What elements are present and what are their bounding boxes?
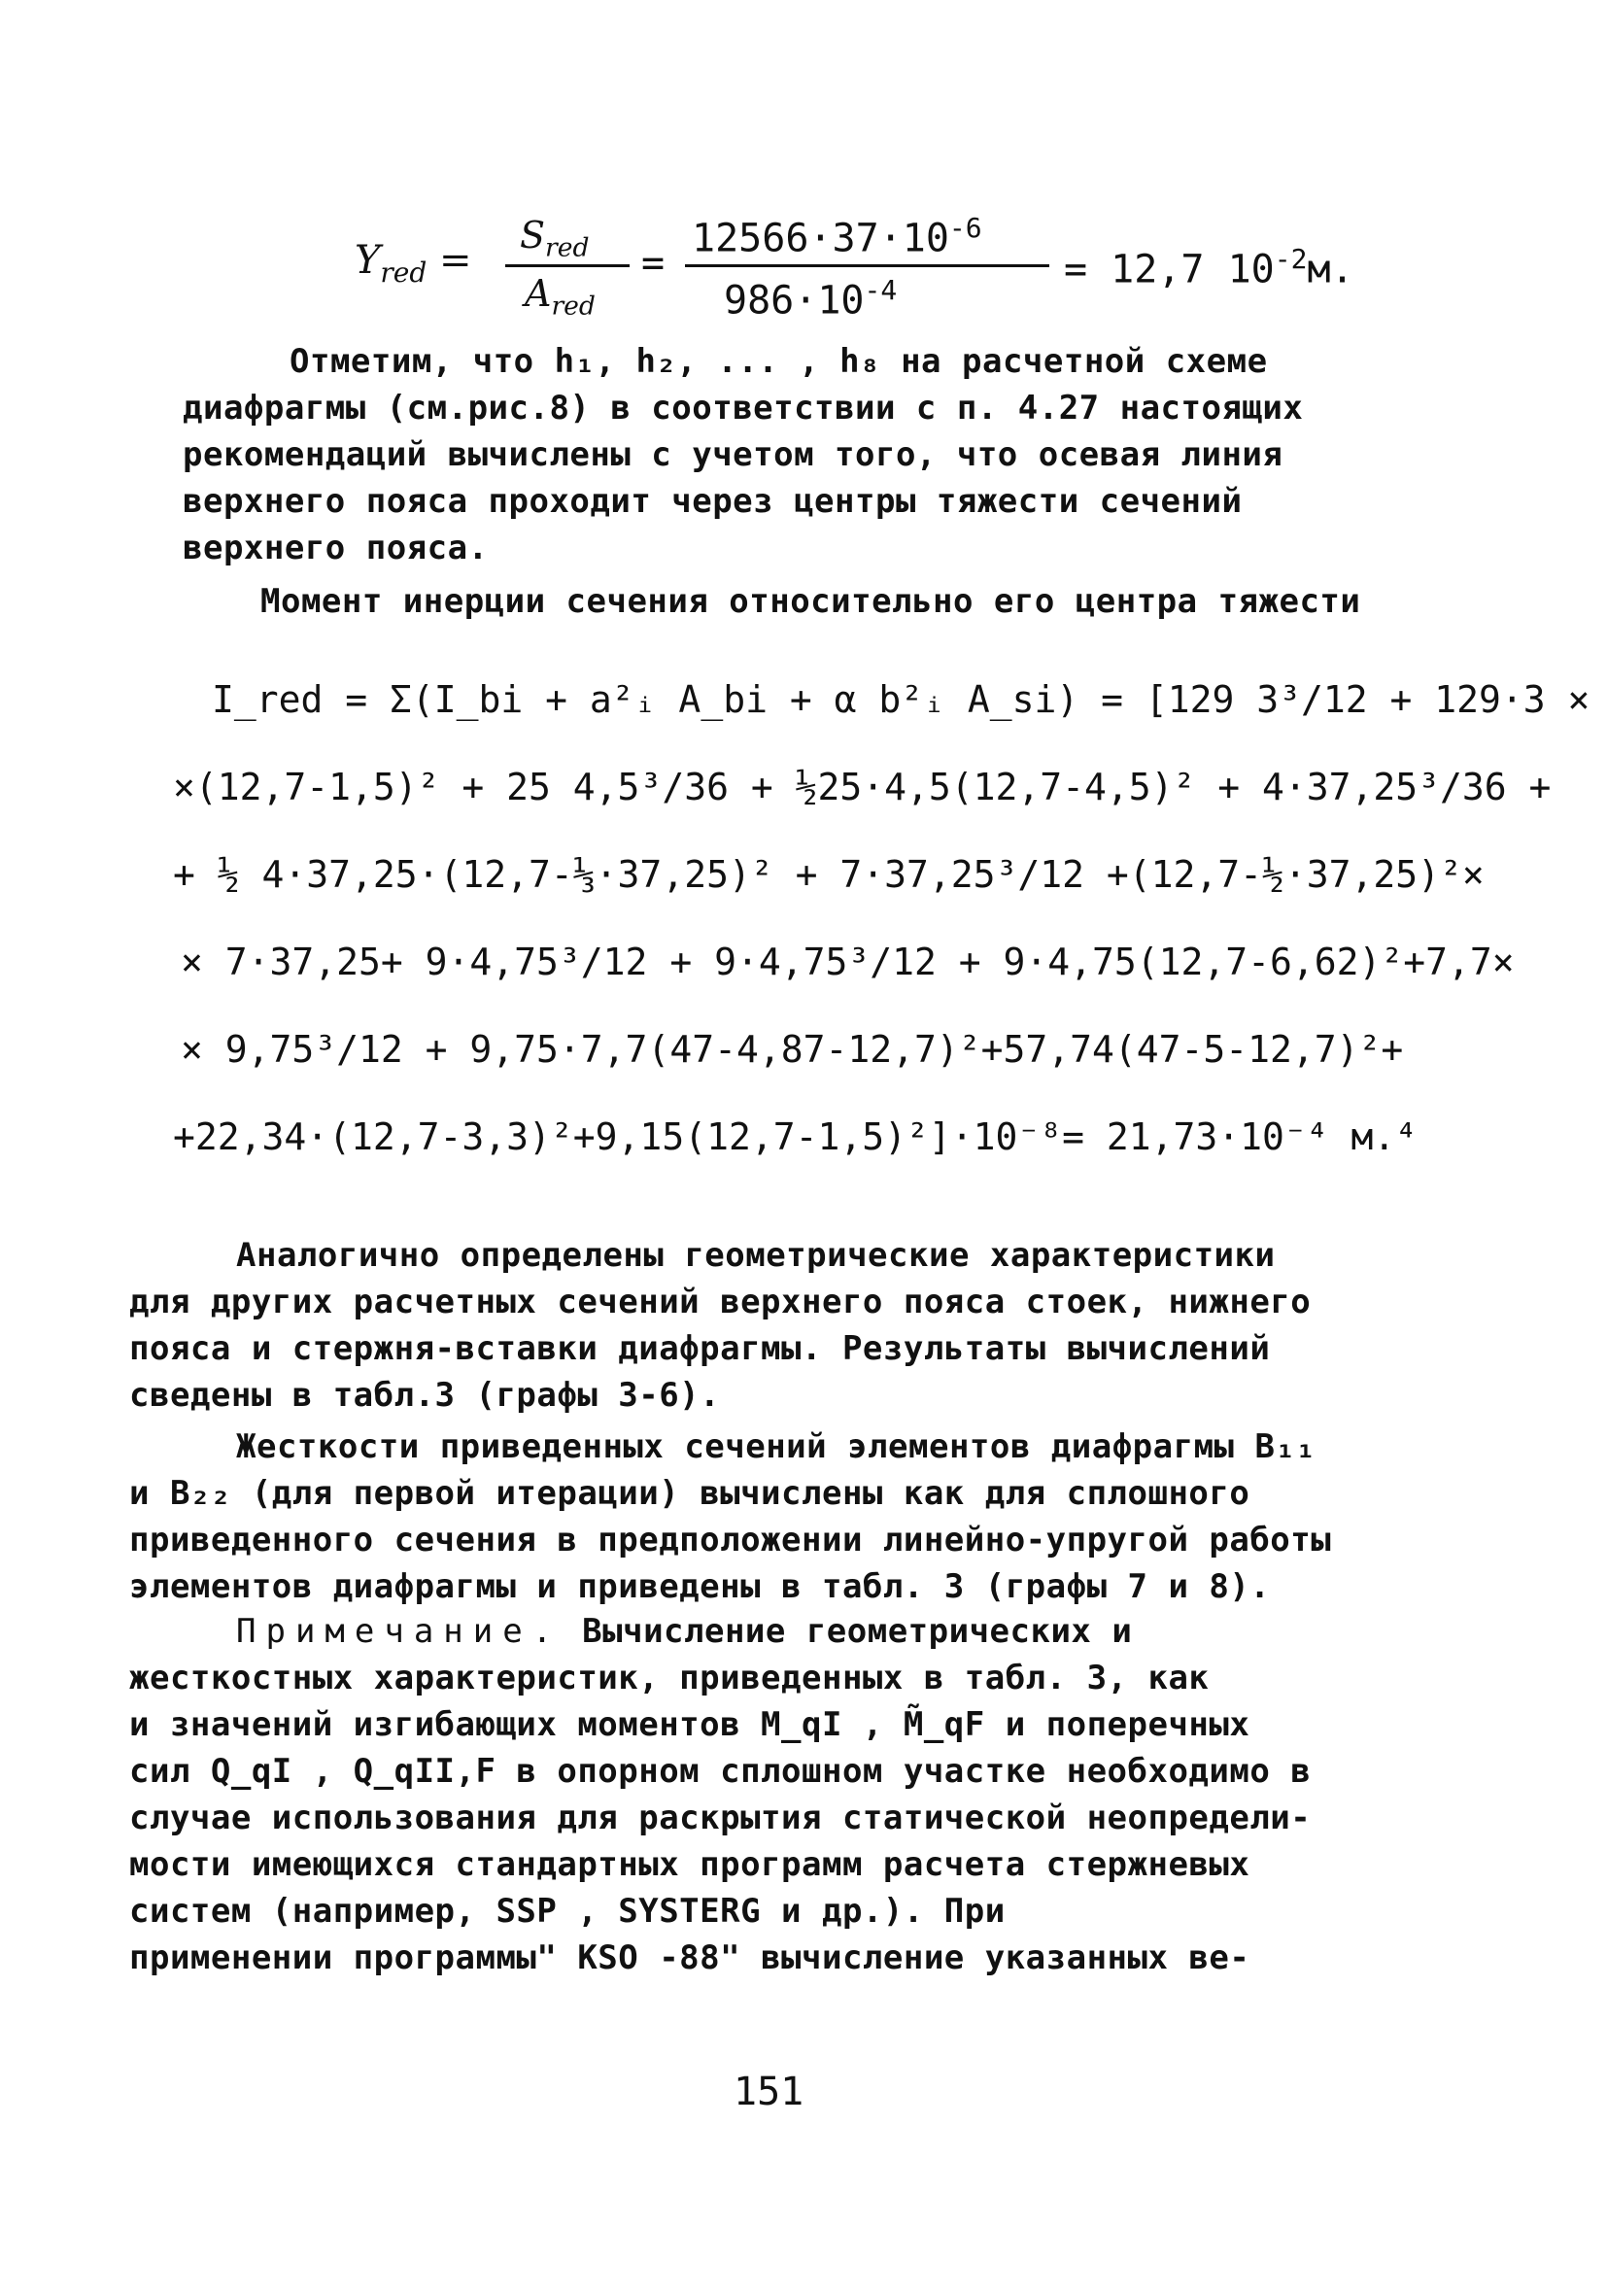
text-line: Жесткости приведенных сечений элементов диафрагмы B₁₁ <box>236 1427 1316 1466</box>
text-line: пояса и стержня-вставки диафрагмы. Результаты вычислений <box>129 1329 1271 1368</box>
text-line: сил Q_qI , Q_qII,F в опорном сплошном участке необходимо в <box>129 1752 1312 1791</box>
formula-line: ×(12,7-1,5)² + 25 4,5³/36 + ½25·4,5(12,7-4,5)² + 4·37,25³/36 + <box>173 766 1552 808</box>
text-line: для других расчетных сечений верхнего пояса стоек, нижнего <box>129 1283 1312 1321</box>
text-line: верхнего пояса. <box>183 529 489 567</box>
text-line: и B₂₂ (для первой итерации) вычислены как для сплошного <box>129 1474 1250 1513</box>
note-heading: Примечание. <box>236 1612 563 1651</box>
text-line: элементов диафрагмы и приведены в табл. 3 (графы 7 и 8). <box>129 1567 1271 1606</box>
formula-y-frac2-num: $12566\cdot 37\cdot 10^{-6}$ <box>692 212 982 261</box>
paragraph-3 <box>129 1232 1311 1419</box>
formula-line: +22,34·(12,7-3,3)²+9,15(12,7-1,5)²]·10⁻⁸= 21,73·10⁻⁴ м.⁴ <box>173 1115 1419 1158</box>
formula-line: I_red = Σ(I_bi + a²ᵢ A_bi + α b²ᵢ A_si) = [129 3³/12 + 129·3 × <box>212 678 1590 721</box>
formula-y-frac1-num: $S_{red}$ <box>520 214 590 263</box>
formula-line: × 7·37,25+ 9·4,75³/12 + 9·4,75³/12 + 9·4,75(12,7-6,62)²+7,7× <box>181 941 1515 983</box>
text-line: Вычисление геометрических и <box>582 1612 1133 1651</box>
page-number: 151 <box>734 2070 804 2114</box>
text-line: сведены в табл.3 (графы 3-6). <box>129 1376 721 1415</box>
equals-sign: = <box>641 241 666 286</box>
fraction-bar <box>685 264 1049 267</box>
formula-line: + ½ 4·37,25·(12,7-⅓·37,25)² + 7·37,25³/12 +(12,7-½·37,25)²× <box>173 853 1485 896</box>
paragraph-1 <box>183 338 1303 571</box>
text-line: и значений изгибающих моментов M_qI , M̃_qF и поперечных <box>129 1705 1250 1744</box>
formula-i-red <box>173 656 1590 1181</box>
text-line: систем (например, SSP , SYSTERG и др.). При <box>129 1892 1006 1931</box>
text-line: верхнего пояса проходит через центры тяжести сечений <box>183 482 1243 521</box>
text-line: применении программы" KSO -88" вычисление указанных ве- <box>129 1938 1250 1977</box>
text-line: диафрагмы (см.рис.8) в соответствии с п. 4.27 настоящих <box>183 389 1304 428</box>
text-line: мости имеющихся стандартных программ расчета стержневых <box>129 1845 1250 1884</box>
text-line: рекомендаций вычислены с учетом того, что осевая линия <box>183 435 1283 474</box>
text-line: жесткостных характеристик, приведенных в табл. 3, как <box>129 1659 1210 1697</box>
note-first-line <box>129 1608 1311 1655</box>
text-line: приведенного сечения в предположении линейно-упругой работы <box>129 1521 1332 1559</box>
text-line: Отметим, что h₁, h₂, ... , h₈ на расчетной схеме <box>290 342 1268 381</box>
text-line: случае использования для раскрытия статической неопредели- <box>129 1799 1312 1837</box>
text-line: Момент инерции сечения относительно его центра тяжести <box>260 582 1361 621</box>
fraction-bar <box>505 264 630 267</box>
paragraph-note <box>129 1608 1311 1981</box>
formula-line: × 9,75³/12 + 9,75·7,7(47-4,87-12,7)²+57,74(47-5-12,7)²+ <box>181 1028 1404 1071</box>
formula-y-result: = 12,7 $10^{-2}м$. <box>1064 243 1354 292</box>
formula-y-lhs: $Y_{red}$ = <box>355 238 472 289</box>
paragraph-2 <box>260 578 1360 625</box>
text-line: Аналогично определены геометрические характеристики <box>236 1236 1276 1275</box>
paragraph-4 <box>129 1423 1331 1610</box>
formula-y-frac1-den: $A_{red}$ <box>525 272 596 322</box>
formula-y-frac2-den: $986\cdot 10^{-4}$ <box>724 274 898 324</box>
